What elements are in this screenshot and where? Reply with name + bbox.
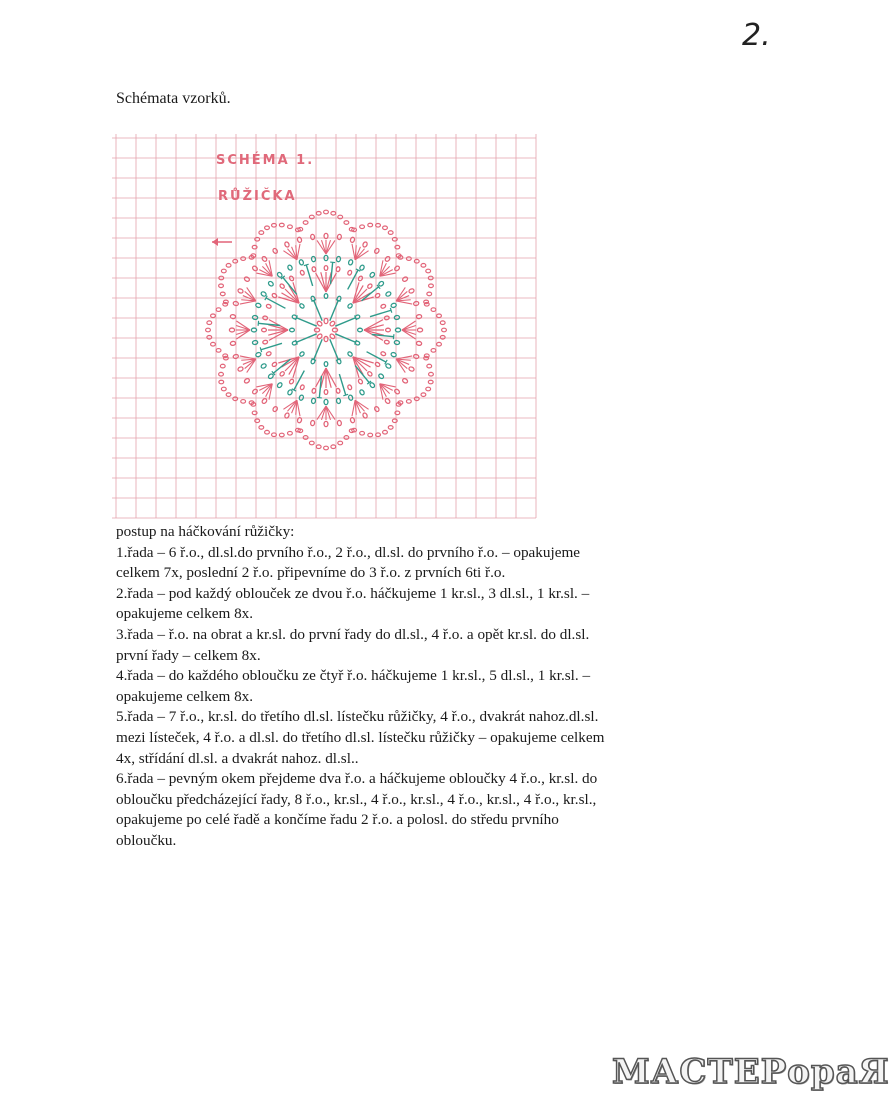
instruction-line: postup na háčkování růžičky:	[116, 523, 295, 540]
instruction-line: 5.řada – 7 ř.o., kr.sl. do třetího dl.sl. lístečku růžičky, 4 ř.o., dvakrát nahoz.dl.sl.	[116, 708, 599, 726]
instruction-line: opakujeme celkem 8x.	[116, 605, 254, 623]
instruction-line: 2.řada – pod každý oblouček ze dvou ř.o. háčkujeme 1 kr.sl., 3 dl.sl., 1 kr.sl. –	[116, 584, 590, 602]
page-number: 2.	[742, 18, 771, 53]
instruction-line: celkem 7x, poslední 2 ř.o. připevníme do 3 ř.o. z prvních 6ti ř.o.	[116, 564, 506, 582]
graph-paper-grid	[112, 134, 536, 518]
chart-label-scheme: SCHÉMA 1.	[216, 153, 315, 168]
watermark-logo: МАСТЕРораЯ	[612, 1052, 890, 1092]
instruction-line: mezi lísteček, 4 ř.o. a dl.sl. do třetího dl.sl. lístečku růžičky – opakujeme celkem	[116, 728, 605, 746]
instruction-line: první řady – celkem 8x.	[116, 646, 261, 664]
instruction-line: 4x, střídání dl.sl. a dvakrát nahoz. dl.sl..	[116, 749, 359, 767]
heading: Schémata vzorků.	[116, 90, 231, 107]
instruction-line: opakujeme po celé řadě a končíme řadu 2 ř.o. a polosl. do středu prvního	[116, 811, 559, 829]
instruction-line: obloučku.	[116, 831, 177, 849]
rose-motif-symbols	[206, 210, 447, 450]
instruction-line: obloučku předcházející řady, 8 ř.o., kr.sl., 4 ř.o., kr.sl., 4 ř.o., kr.sl., 4 ř.o., kr.sl.,	[116, 790, 597, 808]
instruction-line: 4.řada – do každého obloučku ze čtyř ř.o. háčkujeme 1 kr.sl., 5 dl.sl., 1 kr.sl. –	[116, 667, 591, 685]
chart-label-rose: RŮŽIČKA	[218, 189, 297, 204]
instruction-line: 1.řada – 6 ř.o., dl.sl.do prvního ř.o., 2 ř.o., dl.sl. do prvního ř.o. – opakujeme	[116, 543, 580, 561]
instructions-block	[116, 522, 716, 852]
instruction-line: 3.řada – ř.o. na obrat a kr.sl. do první řady do dl.sl., 4 ř.o. a opět kr.sl. do dl.sl.	[116, 625, 590, 643]
instruction-line: 6.řada – pevným okem přejdeme dva ř.o. a háčkujeme obloučky 4 ř.o., kr.sl. do	[116, 770, 598, 788]
crochet-chart	[112, 134, 536, 518]
instruction-line: opakujeme celkem 8x.	[116, 687, 254, 705]
